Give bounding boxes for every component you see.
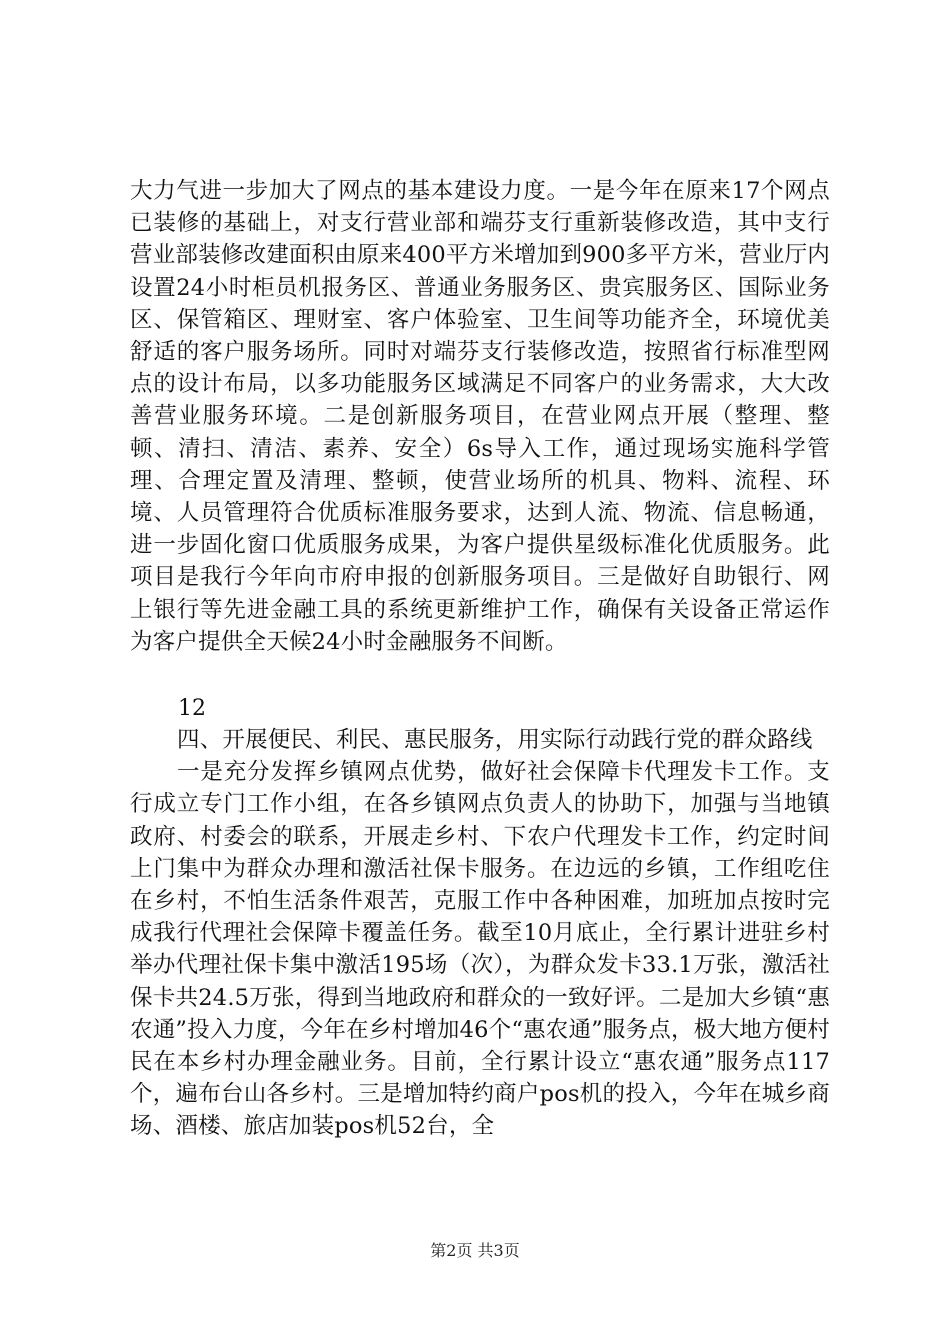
section-heading: 四、开展便民、利民、惠民服务，用实际行动践行党的群众路线 — [177, 727, 813, 753]
page-footer: 第2页 共3页 — [430, 1241, 520, 1260]
page-marker: 12 — [178, 696, 206, 721]
paragraph-branch-construction: 大力气进一步加大了网点的基本建设力度。一是今年在原来17个网点已装修的基础上，对支行营业部和端芬支行重新装修改造，其中支行营业部装修改建面积由原来400平方米增加到900多平方米，营业厅内设置24小时柜员机报务区、普通业务服务区、贵宾服务区、国际业务区、保管箱区、理财室、客户体验室、卫生间等功能齐全，环境优美舒适的客户服务场所。同时对端芬支行装修改造，按照省行标准型网点的设计布局，以多功能服务区域满足不同客户的业务需求，大大改善营业服务环境。二是创新服务项目，在营业网点开展（整理、整顿、清扫、清洁、素养、安全）6s导入工作，通过现场实施科学管理、合理定置及清理、整顿，使营业场所的机具、物料、流程、环境、人员管理符合优质标准服务要求，达到人流、物流、信息畅通，进一步固化窗口优质服务成果，为客户提供星级标准化优质服务。此项目是我行今年向市府申报的创新服务项目。三是做好自助银行、网上银行等先进金融工具的系统更新维护工作，确保有关设备正常运作为客户提供全天候24小时金融服务不间断。 — [130, 178, 830, 655]
paragraph-convenience-services: 一是充分发挥乡镇网点优势，做好社会保障卡代理发卡工作。支行成立专门工作小组，在各乡镇网点负责人的协助下，加强与当地镇政府、村委会的联系，开展走乡村、下农户代理发卡工作，约定时间上门集中为群众办理和激活社保卡服务。在边远的乡镇，工作组吃住在乡村，不怕生活条件艰苦，克服工作中各种困难，加班加点按时完成我行代理社会保障卡覆盖任务。截至10月底止，全行累计进驻乡村举办代理社保卡集中激活195场（次），为群众发卡33.1万张，激活社保卡共24.5万张，得到当地政府和群众的一致好评。二是加大乡镇“惠农通”投入力度，今年在乡村增加46个“惠农通”服务点，极大地方便村民在本乡村办理金融业务。目前，全行累计设立“惠农通”服务点117个，遍布台山各乡村。三是增加特约商户pos机的投入，今年在城乡商场、酒楼、旅店加装pos机52台，全 — [130, 759, 830, 1140]
body-text-section-1 — [130, 175, 830, 658]
body-text-section-2 — [130, 724, 830, 1143]
